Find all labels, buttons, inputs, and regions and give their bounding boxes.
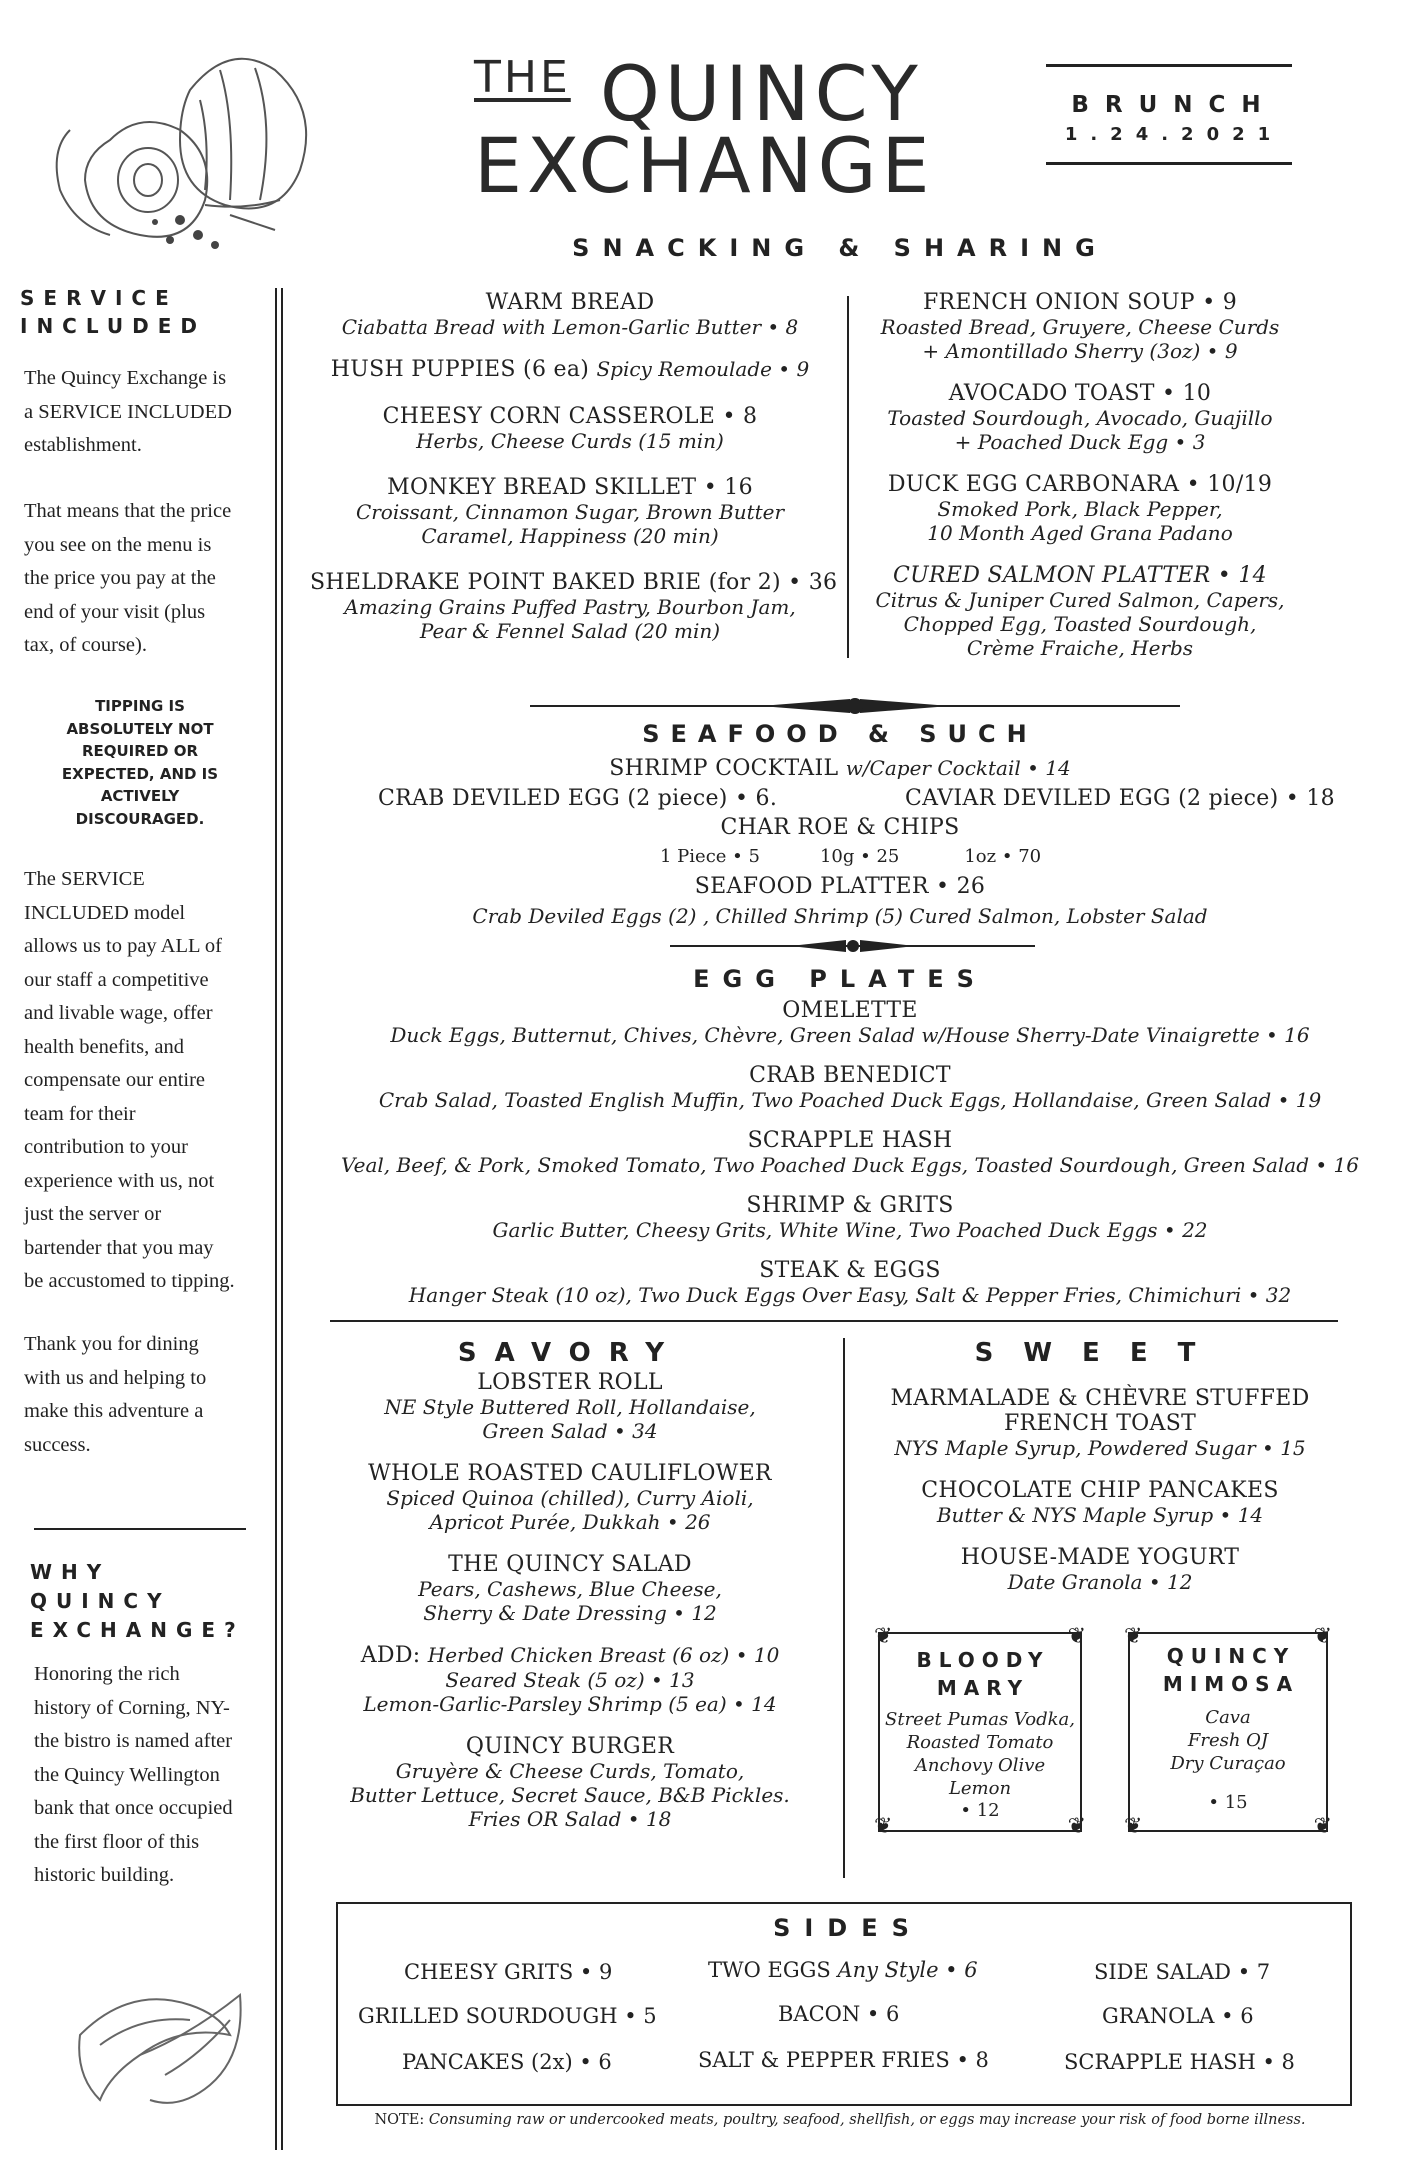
brie-desc-2: Pear & Fennel Salad (20 min) (419, 619, 721, 643)
bloody-mary-title-2: MARY (936, 1676, 1030, 1700)
salmon-platter-name: CURED SALMON PLATTER • 14 (893, 563, 1267, 588)
savory-title: SAVORY (457, 1338, 683, 1368)
salmon-platter-desc-1: Citrus & Juniper Cured Salmon, Capers, (875, 588, 1285, 612)
side-pancakes: PANCAKES (2x) • 6 (402, 2050, 612, 2074)
steak-eggs-desc: Hanger Steak (10 oz), Two Duck Eggs Over Easy, Salt & Pepper Fries, Chimichuri • 32 (408, 1283, 1292, 1307)
quincy-burger-desc-3: Fries OR Salad • 18 (468, 1807, 672, 1831)
side-two-eggs: TWO EGGS Any Style • 6 (708, 1958, 978, 1982)
why-title: WHY QUINCY EXCHANGE? (30, 1560, 245, 1642)
bloody-mary-title-1: BLOODY (916, 1648, 1050, 1672)
snacking-title: SNACKING & SHARING (572, 234, 1108, 262)
menu-date: 1.24.2021 (1064, 124, 1284, 145)
tipping-notice: TIPPING IS ABSOLUTELY NOT REQUIRED OR EXPECTED, AND IS ACTIVELY DISCOURAGED. (61, 697, 219, 828)
garlic-clove-illustration (70, 1975, 250, 2115)
add-shrimp: Lemon-Garlic-Parsley Shrimp (5 ea) • 14 (363, 1692, 777, 1716)
salmon-platter-desc-3: Crème Fraiche, Herbs (966, 636, 1194, 660)
caviar-deviled-egg: CAVIAR DEVILED EGG (2 piece) • 18 (905, 786, 1335, 811)
logo-the: THE (474, 52, 571, 103)
logo-quincy: QUINCY (599, 49, 923, 138)
brie-name: SHELDRAKE POINT BAKED BRIE (for 2) • 36 (310, 570, 838, 595)
cauliflower-desc-2: Apricot Purée, Dukkah • 26 (429, 1510, 711, 1534)
pancakes-name: CHOCOLATE CHIP PANCAKES (921, 1478, 1279, 1503)
quincy-salad-desc-2: Sherry & Date Dressing • 12 (423, 1601, 717, 1625)
mimosa-ingredients: Cava Fresh OJ Dry Curaçao (1170, 1707, 1286, 1774)
savory-sweet-divider (843, 1338, 845, 1878)
french-toast-desc: NYS Maple Syrup, Powdered Sugar • 15 (894, 1436, 1306, 1460)
yogurt-desc: Date Granola • 12 (1007, 1570, 1193, 1594)
side-cheesy-grits: CHEESY GRITS • 9 (404, 1960, 613, 1984)
scrapple-hash-desc: Veal, Beef, & Pork, Smoked Tomato, Two Poached Duck Eggs, Toasted Sourdough, Green Salad • 16 (341, 1153, 1359, 1177)
lobster-roll-name: LOBSTER ROLL (477, 1370, 663, 1395)
service-paragraph-4: Thank you for dining with us and helping to make this adventure a success. (24, 1333, 207, 1456)
why-rule (34, 1528, 246, 1530)
snacking-column-divider (847, 296, 849, 658)
add-steak: Seared Steak (5 oz) • 13 (445, 1668, 695, 1692)
sides-box (336, 1902, 1352, 2106)
footer-note: NOTE: Consuming raw or undercooked meats, poultry, seafood, shellfish, or eggs may increase your risk of food borne illness. (374, 2112, 1306, 2128)
salmon-platter-desc-2: Chopped Egg, Toasted Sourdough, (903, 612, 1257, 636)
sweet-list (860, 1386, 1340, 1594)
sidebar-divider-left (275, 288, 277, 2150)
cauliflower-desc-1: Spiced Quinoa (chilled), Curry Aioli, (386, 1486, 754, 1510)
onion-soup-name: FRENCH ONION SOUP • 9 (922, 290, 1238, 315)
char-roe-prices: 1 Piece • 5 10g • 25 1oz • 70 (660, 846, 1042, 867)
monkey-bread-name: MONKEY BREAD SKILLET • 16 (387, 475, 753, 500)
quincy-salad-desc-1: Pears, Cashews, Blue Cheese, (418, 1577, 722, 1601)
carbonara-name: DUCK EGG CARBONARA • 10/19 (887, 472, 1273, 497)
corn-casserole-name: CHEESY CORN CASSEROLE • 8 (382, 404, 758, 429)
brie-desc-1: Amazing Grains Puffed Pastry, Bourbon Jam, (344, 595, 796, 619)
quincy-burger-name: QUINCY BURGER (465, 1734, 675, 1759)
service-paragraph-1: The Quincy Exchange is a SERVICE INCLUDED establishment. (24, 367, 232, 456)
monkey-bread-desc-1: Croissant, Cinnamon Sugar, Brown Butter (355, 500, 785, 524)
side-salad: SIDE SALAD • 7 (1094, 1960, 1271, 1984)
sides-title: SIDES (773, 1914, 923, 1942)
logo-line2: EXCHANGE (474, 121, 935, 210)
snacking-left-column (310, 290, 838, 643)
mimosa-title-2: MIMOSA (1162, 1672, 1300, 1696)
quincy-mimosa-box (1124, 1624, 1332, 1839)
corner-ornament: ❦ (1124, 1624, 1143, 1649)
carbonara-desc-1: Smoked Pork, Black Pepper, (937, 497, 1223, 521)
why-paragraph: Honoring the rich history of Corning, NY- the bistro is named after the Quincy Wellington bank that once occupied the first floor of this historic building. (34, 1663, 233, 1886)
corner-ornament: ❦ (1124, 1814, 1143, 1839)
salad-add-ons: ADD: Herbed Chicken Breast (6 oz) • 10 (360, 1643, 780, 1668)
sidebar-divider-right (281, 288, 283, 2150)
yogurt-name: HOUSE-MADE YOGURT (960, 1545, 1240, 1570)
bloody-mary-box (874, 1624, 1086, 1839)
corner-ornament: ❦ (1313, 1624, 1332, 1649)
menu-type: BRUNCH (1071, 92, 1277, 118)
avocado-toast-desc-2: + Poached Duck Egg • 3 (954, 430, 1206, 454)
ornament-divider-small (670, 936, 1035, 956)
savory-list (300, 1370, 840, 1831)
corner-ornament: ❦ (1067, 1624, 1086, 1649)
egg-plates-title: EGG PLATES (693, 965, 987, 993)
egg-plates-list (300, 998, 1400, 1307)
monkey-bread-desc-2: Caramel, Happiness (20 min) (421, 524, 719, 548)
crab-deviled-egg: CRAB DEVILED EGG (2 piece) • 6. (378, 786, 778, 811)
french-toast-name-1: MARMALADE & CHÈVRE STUFFED (890, 1386, 1310, 1411)
shrimp-grits-name: SHRIMP & GRITS (746, 1193, 954, 1218)
service-paragraph-3: The SERVICE INCLUDED model allows us to pay ALL of our staff a competitive and livable wage, offer health benefits, and compensate our entire team for their contribution to your experience with us, not just the server or bartender that you may be accustomed to tipping. (24, 868, 235, 1292)
cauliflower-name: WHOLE ROASTED CAULIFLOWER (368, 1461, 772, 1486)
mimosa-title-1: QUINCY (1166, 1644, 1296, 1668)
lobster-roll-desc-2: Green Salad • 34 (482, 1419, 658, 1443)
corner-ornament: ❦ (874, 1814, 893, 1839)
shrimp-cocktail: SHRIMP COCKTAIL w/Caper Cocktail • 14 (609, 756, 1071, 781)
pancakes-desc: Butter & NYS Maple Syrup • 14 (936, 1503, 1264, 1527)
french-toast-name-2: FRENCH TOAST (1003, 1411, 1197, 1436)
service-title-1: SERVICE (20, 286, 178, 310)
shrimp-grits-desc: Garlic Butter, Cheesy Grits, White Wine, Two Poached Duck Eggs • 22 (492, 1218, 1208, 1242)
side-grilled-sourdough: GRILLED SOURDOUGH • 5 (358, 2004, 657, 2028)
quincy-burger-desc-2: Butter Lettuce, Secret Sauce, B&B Pickles. (350, 1783, 790, 1807)
service-paragraph-2: That means that the price you see on the menu is the price you pay at the end of your visit (plus tax, of course). (24, 500, 232, 656)
snacking-right-column (870, 290, 1290, 660)
ornament-divider (530, 694, 1180, 718)
warm-bread-desc: Ciabatta Bread with Lemon-Garlic Butter • 8 (341, 315, 799, 339)
onion-soup-desc-2: + Amontillado Sherry (3oz) • 9 (922, 339, 1238, 363)
bloody-mary-price: • 12 (960, 1800, 1000, 1821)
hush-puppies: HUSH PUPPIES (6 ea) Spicy Remoulade • 9 (330, 357, 810, 382)
steak-eggs-name: STEAK & EGGS (759, 1258, 941, 1283)
omelette-name: OMELETTE (782, 998, 918, 1023)
benedict-name: CRAB BENEDICT (749, 1063, 951, 1088)
quincy-burger-desc-1: Gruyère & Cheese Curds, Tomato, (395, 1759, 745, 1783)
side-scrapple-hash: SCRAPPLE HASH • 8 (1064, 2050, 1295, 2074)
warm-bread-name: WARM BREAD (485, 290, 655, 315)
seafood-platter-name: SEAFOOD PLATTER • 26 (694, 874, 986, 899)
seafood-title: SEAFOOD & SUCH (642, 720, 1038, 748)
corner-ornament: ❦ (1067, 1814, 1086, 1839)
quincy-salad-name: THE QUINCY SALAD (448, 1552, 692, 1577)
lobster-roll-desc-1: NE Style Buttered Roll, Hollandaise, (384, 1395, 756, 1419)
side-fries: SALT & PEPPER FRIES • 8 (698, 2048, 989, 2072)
sweet-title: SWEET (974, 1338, 1226, 1368)
carbonara-desc-2: 10 Month Aged Grana Padano (927, 521, 1233, 545)
side-granola: GRANOLA • 6 (1102, 2004, 1254, 2028)
garlic-illustration (30, 30, 330, 260)
corn-casserole-desc: Herbs, Cheese Curds (15 min) (416, 429, 724, 453)
benedict-desc: Crab Salad, Toasted English Muffin, Two Poached Duck Eggs, Hollandaise, Green Salad • 19 (378, 1088, 1322, 1112)
egg-plates-bottom-rule (330, 1320, 1338, 1322)
brunch-top-rule (1046, 64, 1292, 67)
corner-ornament: ❦ (874, 1624, 893, 1649)
mimosa-price: • 15 (1208, 1792, 1248, 1813)
scrapple-hash-name: SCRAPPLE HASH (747, 1128, 953, 1153)
brunch-bottom-rule (1046, 162, 1292, 165)
side-bacon: BACON • 6 (778, 2002, 900, 2026)
service-title-2: INCLUDED (20, 314, 206, 338)
bloody-mary-ingredients: Street Pumas Vodka, Roasted Tomato Anchovy Olive Lemon (885, 1709, 1075, 1799)
avocado-toast-name: AVOCADO TOAST • 10 (948, 381, 1212, 406)
corner-ornament: ❦ (1313, 1814, 1332, 1839)
onion-soup-desc-1: Roasted Bread, Gruyere, Cheese Curds (880, 315, 1280, 339)
char-roe-name: CHAR ROE & CHIPS (720, 815, 960, 840)
seafood-platter-desc: Crab Deviled Eggs (2) , Chilled Shrimp (5) Cured Salmon, Lobster Salad (472, 904, 1208, 928)
avocado-toast-desc-1: Toasted Sourdough, Avocado, Guajillo (887, 406, 1273, 430)
omelette-desc: Duck Eggs, Butternut, Chives, Chèvre, Green Salad w/House Sherry-Date Vinaigrette • 16 (390, 1023, 1310, 1047)
